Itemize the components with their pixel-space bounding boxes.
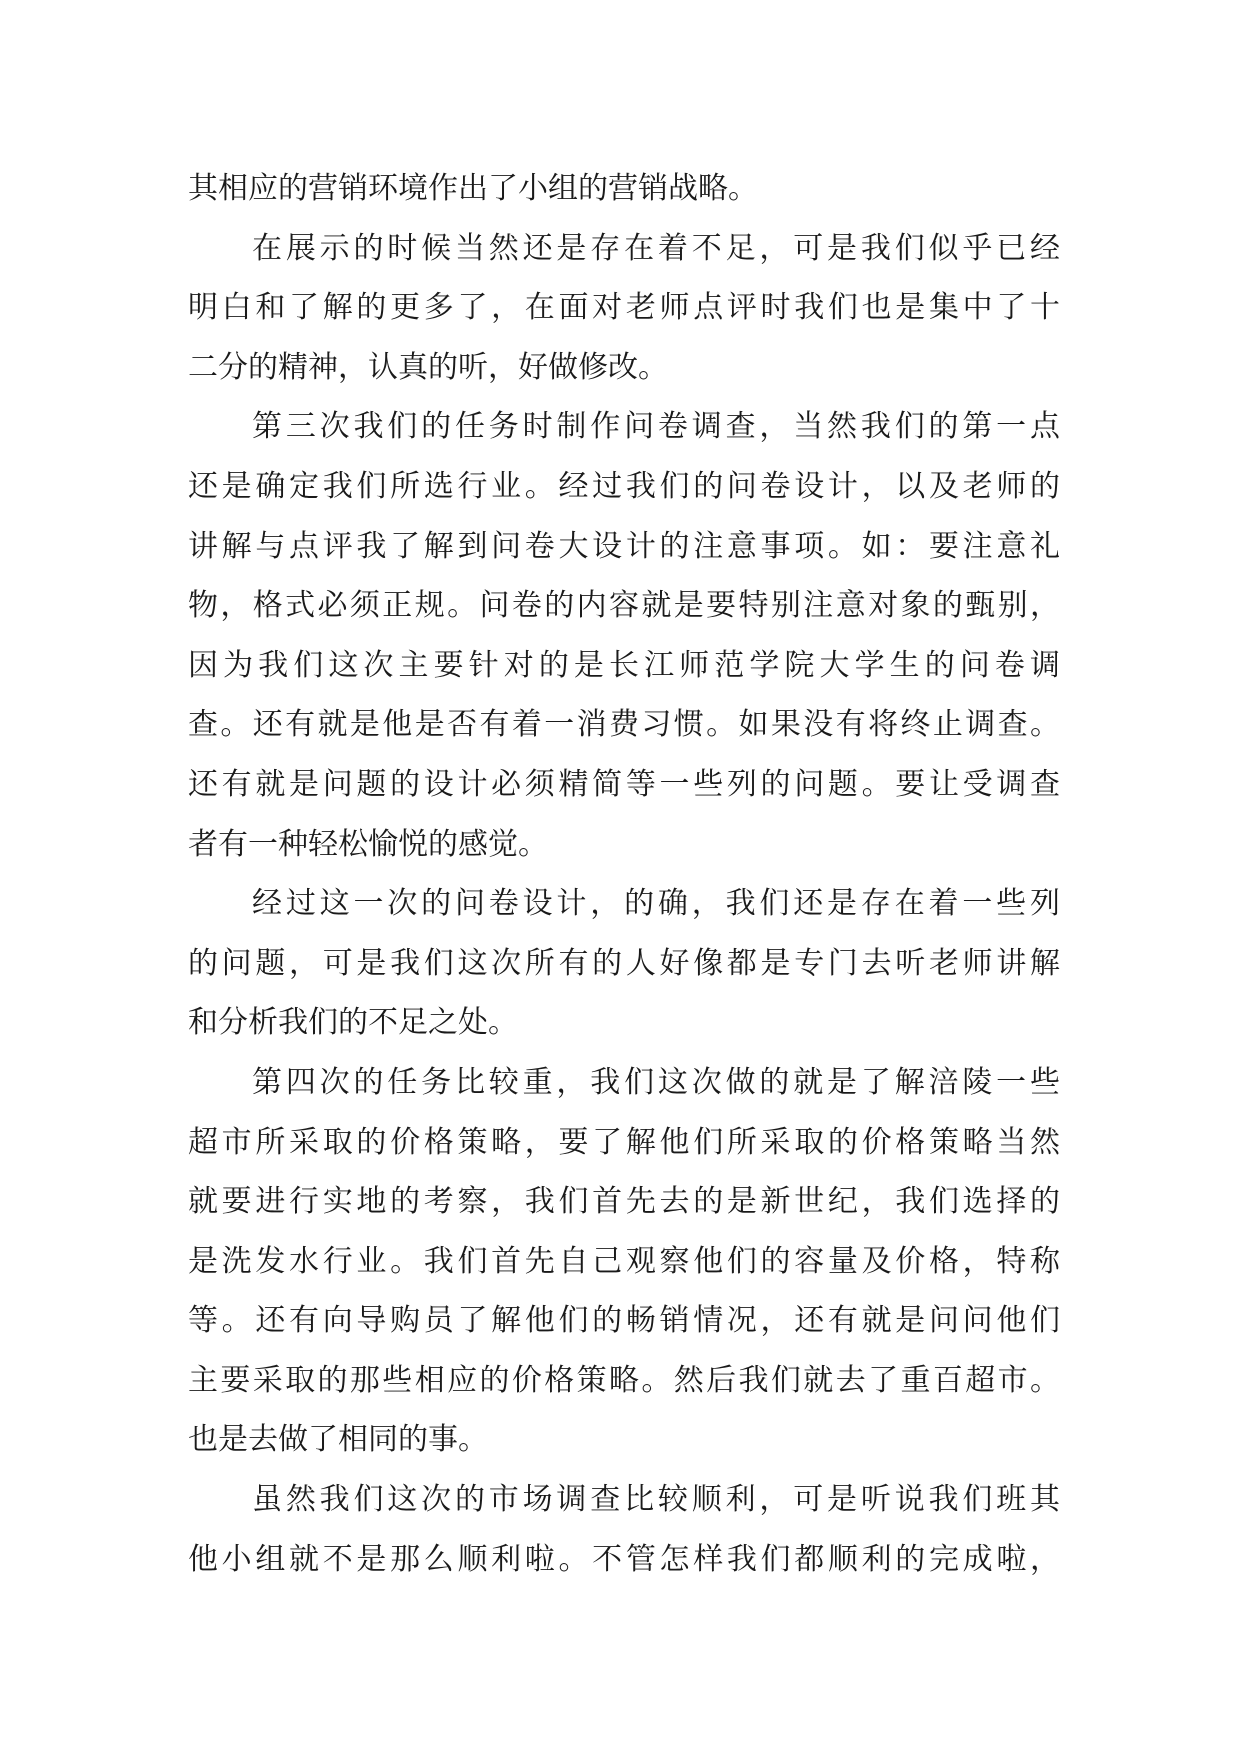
text-line: 二分的精神，认真的听，好做修改。 [188,349,668,385]
paragraph [188,159,1060,219]
text-line: 讲解与点评我了解到问卷大设计的注意事项。如：要注意礼 [188,528,1060,564]
text-line: 超市所采取的价格策略，要了解他们所采取的价格策略当然 [188,1124,1060,1160]
text-line: 第四次的任务比较重，我们这次做的就是了解涪陵一些 [252,1064,1060,1100]
text-line: 还是确定我们所选行业。经过我们的问卷设计，以及老师的 [188,468,1060,504]
text-line: 虽然我们这次的市场调查比较顺利，可是听说我们班其 [252,1482,1060,1518]
paragraph [188,219,1060,398]
text-line: 在展示的时候当然还是存在着不足，可是我们似乎已经 [252,230,1060,266]
text-line: 也是去做了相同的事。 [188,1422,488,1458]
text-line: 等。还有向导购员了解他们的畅销情况，还有就是问问他们 [188,1303,1060,1339]
document-body [188,159,1060,1589]
text-line: 其相应的营销环境作出了小组的营销战略。 [188,171,758,206]
text-line: 的问题，可是我们这次所有的人好像都是专门去听老师讲解 [188,945,1060,981]
paragraph [188,1053,1060,1470]
text-line: 明白和了解的更多了，在面对老师点评时我们也是集中了十 [188,290,1060,326]
text-line: 查。还有就是他是否有着一消费习惯。如果没有将终止调查。 [188,707,1060,743]
text-line: 还有就是问题的设计必须精简等一些列的问题。要让受调查 [188,766,1060,802]
text-line: 者有一种轻松愉悦的感觉。 [188,826,548,862]
text-line: 就要进行实地的考察，我们首先去的是新世纪，我们选择的 [188,1184,1060,1220]
text-line: 和分析我们的不足之处。 [188,1005,518,1041]
text-line: 物，格式必须正规。问卷的内容就是要特别注意对象的甄别， [188,588,1060,624]
text-line: 他小组就不是那么顺利啦。不管怎样我们都顺利的完成啦， [188,1541,1060,1577]
text-line: 因为我们这次主要针对的是长江师范学院大学生的问卷调 [188,647,1060,683]
text-line: 经过这一次的问卷设计，的确，我们还是存在着一些列 [252,886,1060,922]
text-line: 主要采取的那些相应的价格策略。然后我们就去了重百超市。 [188,1362,1060,1398]
text-line: 第三次我们的任务时制作问卷调查，当然我们的第一点 [252,409,1060,445]
text-line: 是洗发水行业。我们首先自己观察他们的容量及价格，特称 [188,1243,1060,1279]
paragraph [188,874,1060,1053]
paragraph [188,1470,1060,1589]
paragraph [188,397,1060,874]
